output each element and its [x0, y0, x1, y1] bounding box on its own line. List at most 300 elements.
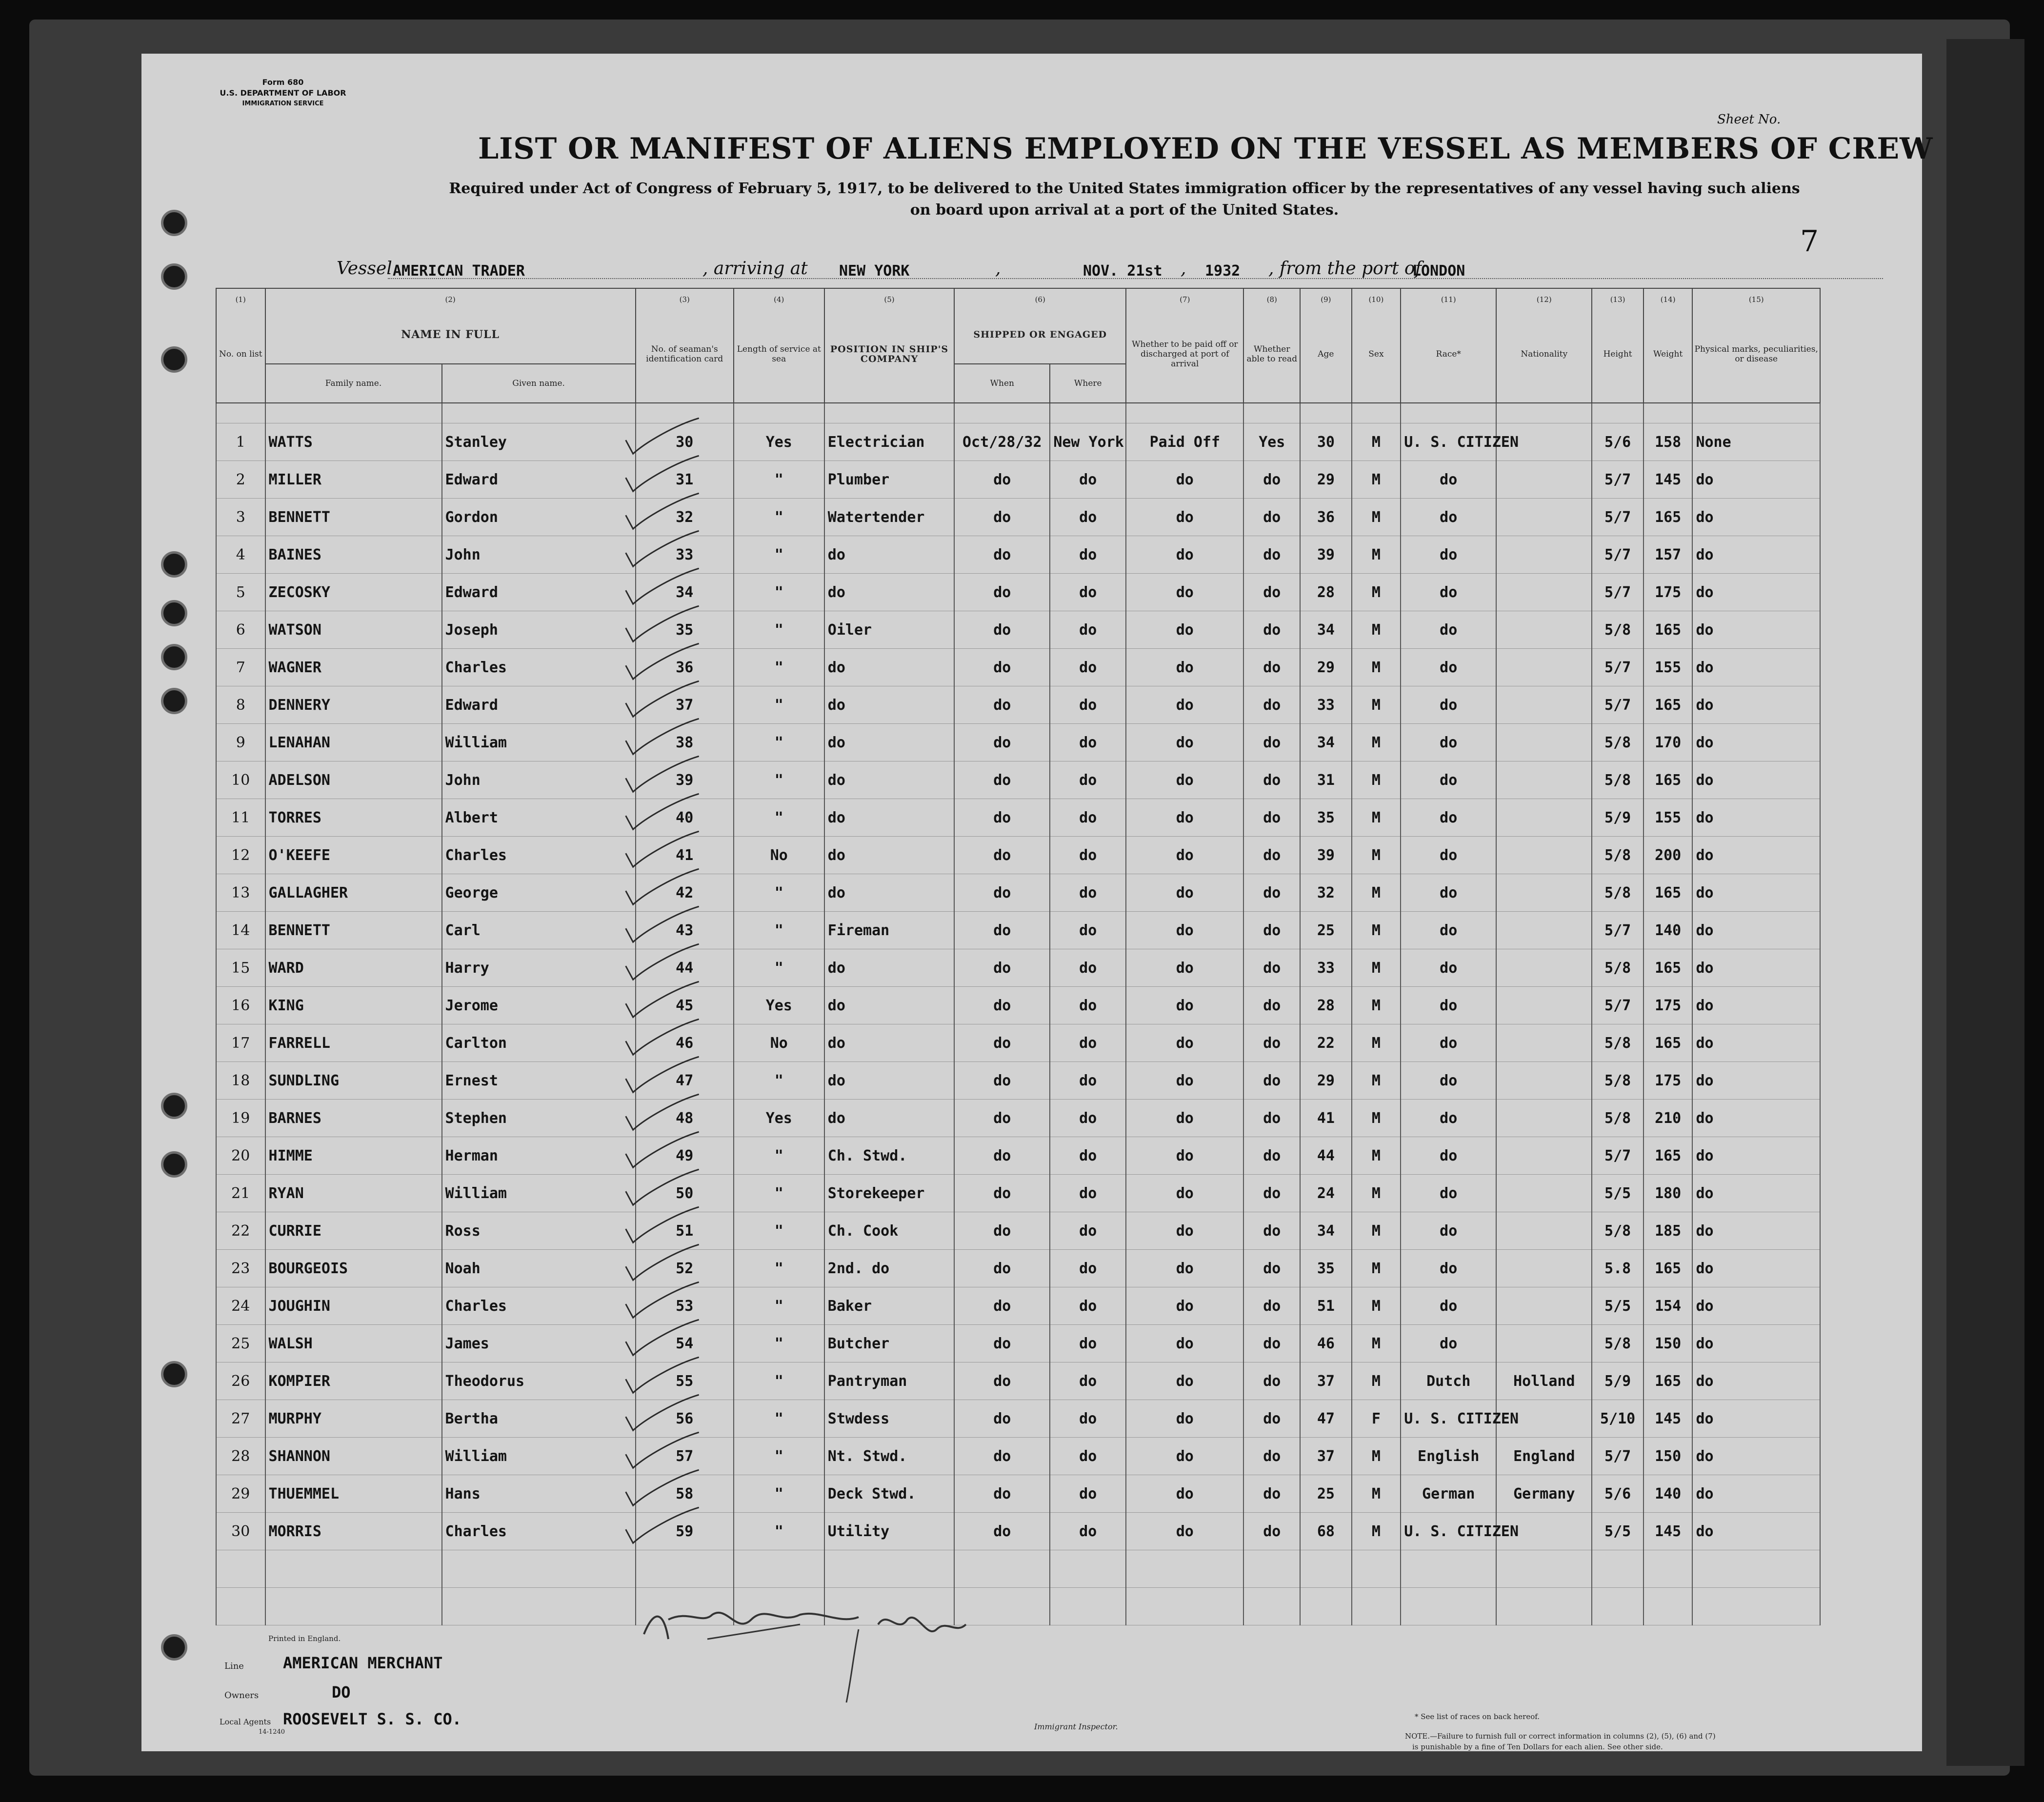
shipped-when-cell: do — [954, 1137, 1050, 1175]
empty-cell — [1243, 1588, 1300, 1625]
id-card-cell: 53 — [636, 1287, 734, 1325]
weight-cell: 165 — [1643, 949, 1693, 987]
shipped-when-cell: do — [954, 949, 1050, 987]
row-number: 7 — [216, 649, 265, 686]
weight-cell: 150 — [1643, 1438, 1693, 1475]
weight-cell: 154 — [1643, 1287, 1693, 1325]
nationality-cell — [1496, 912, 1592, 949]
able-read-cell: do — [1243, 837, 1300, 874]
given-name-cell: Edward — [442, 461, 636, 499]
height-cell: 5/7 — [1592, 912, 1643, 949]
row-number: 23 — [216, 1250, 265, 1287]
shipped-when-cell: do — [954, 724, 1050, 761]
weight-cell: 165 — [1643, 761, 1693, 799]
position-cell: do — [824, 649, 954, 686]
col-number: (4) — [734, 288, 824, 305]
row-number: 3 — [216, 499, 265, 536]
id-card-cell: 59 — [636, 1513, 734, 1550]
height-cell: 5/5 — [1592, 1513, 1643, 1550]
physical-marks-cell: do — [1692, 1287, 1820, 1325]
physical-marks-cell: do — [1692, 987, 1820, 1024]
paid-off-cell: do — [1126, 1250, 1243, 1287]
able-read-cell: do — [1243, 686, 1300, 724]
physical-marks-cell: do — [1692, 1362, 1820, 1400]
paid-off-cell: do — [1126, 499, 1243, 536]
row-number: 19 — [216, 1100, 265, 1137]
race-cell: do — [1401, 1024, 1496, 1062]
family-name-cell: WAGNER — [265, 649, 442, 686]
table-row — [216, 799, 1820, 837]
physical-marks-cell: do — [1692, 1475, 1820, 1513]
height-cell: 5/8 — [1592, 611, 1643, 649]
weight-cell: 200 — [1643, 837, 1693, 874]
id-card-cell: 34 — [636, 574, 734, 611]
sex-cell: M — [1352, 536, 1401, 574]
shipped-where-cell: do — [1050, 987, 1126, 1024]
given-name-cell: Ernest — [442, 1062, 636, 1100]
height-cell: 5/5 — [1592, 1175, 1643, 1212]
agents-value: ROOSEVELT S. S. CO. — [283, 1710, 462, 1728]
age-cell: 29 — [1300, 1062, 1352, 1100]
family-name-cell: KOMPIER — [265, 1362, 442, 1400]
from-port-label: , from the port of — [1268, 259, 1422, 279]
punch-hole — [161, 210, 187, 236]
race-cell: Dutch — [1401, 1362, 1496, 1400]
service-length-cell: " — [734, 649, 824, 686]
service-length-cell: " — [734, 761, 824, 799]
service-length-cell: Yes — [734, 423, 824, 461]
able-read-cell: do — [1243, 1400, 1300, 1438]
id-card-cell: 37 — [636, 686, 734, 724]
sex-cell: M — [1352, 1100, 1401, 1137]
nationality-cell — [1496, 987, 1592, 1024]
shipped-when-cell: do — [954, 611, 1050, 649]
shipped-where-cell: do — [1050, 799, 1126, 837]
sex-cell: M — [1352, 837, 1401, 874]
row-number: 6 — [216, 611, 265, 649]
row-number: 18 — [216, 1062, 265, 1100]
id-card-cell: 30 — [636, 423, 734, 461]
nationality-cell — [1496, 874, 1592, 912]
header-where: Where — [1050, 364, 1126, 403]
race-cell: U. S. CITIZEN — [1401, 1513, 1496, 1550]
weight-cell: 210 — [1643, 1100, 1693, 1137]
paid-off-cell: do — [1126, 1513, 1243, 1550]
punch-hole — [161, 600, 187, 626]
col-number: (13) — [1592, 288, 1643, 305]
id-card-cell: 57 — [636, 1438, 734, 1475]
empty-cell — [1643, 1550, 1693, 1588]
given-name-cell: James — [442, 1325, 636, 1362]
race-cell: do — [1401, 949, 1496, 987]
paid-off-cell: do — [1126, 724, 1243, 761]
id-card-cell: 41 — [636, 837, 734, 874]
family-name-cell: DENNERY — [265, 686, 442, 724]
shipped-where-cell: do — [1050, 1175, 1126, 1212]
height-cell: 5/7 — [1592, 1438, 1643, 1475]
family-name-cell: TORRES — [265, 799, 442, 837]
height-cell: 5/8 — [1592, 1062, 1643, 1100]
age-cell: 34 — [1300, 1212, 1352, 1250]
given-name-cell: Edward — [442, 574, 636, 611]
shipped-where-cell: do — [1050, 837, 1126, 874]
physical-marks-cell: do — [1692, 1212, 1820, 1250]
table-row — [216, 1100, 1820, 1137]
weight-cell: 155 — [1643, 799, 1693, 837]
physical-marks-cell: do — [1692, 574, 1820, 611]
age-cell: 68 — [1300, 1513, 1352, 1550]
race-cell: do — [1401, 1062, 1496, 1100]
physical-marks-cell: do — [1692, 837, 1820, 874]
given-name-cell: Carl — [442, 912, 636, 949]
empty-cell — [954, 1550, 1050, 1588]
row-number: 2 — [216, 461, 265, 499]
empty-cell — [1126, 1588, 1243, 1625]
fine-note-line-2: is punishable by a fine of Ten Dollars for each alien. See other side. — [1412, 1742, 1663, 1751]
service-length-cell: Yes — [734, 1100, 824, 1137]
service-length-cell: " — [734, 1475, 824, 1513]
sex-cell: M — [1352, 1513, 1401, 1550]
height-cell: 5/5 — [1592, 1287, 1643, 1325]
shipped-when-cell: do — [954, 574, 1050, 611]
shipped-when-cell: do — [954, 1175, 1050, 1212]
position-cell: do — [824, 1062, 954, 1100]
family-name-cell: BENNETT — [265, 499, 442, 536]
able-read-cell: do — [1243, 1475, 1300, 1513]
shipped-when-cell: do — [954, 1400, 1050, 1438]
age-cell: 51 — [1300, 1287, 1352, 1325]
empty-cell — [216, 1588, 265, 1625]
paid-off-cell: do — [1126, 611, 1243, 649]
able-read-cell: do — [1243, 724, 1300, 761]
empty-cell — [1050, 1550, 1126, 1588]
age-cell: 22 — [1300, 1024, 1352, 1062]
vessel-name: AMERICAN TRADER — [393, 262, 525, 280]
sex-cell: M — [1352, 649, 1401, 686]
height-cell: 5/8 — [1592, 874, 1643, 912]
given-name-cell: William — [442, 1175, 636, 1212]
given-name-cell: Albert — [442, 799, 636, 837]
nationality-cell: Germany — [1496, 1475, 1592, 1513]
handwritten-signature — [634, 1590, 976, 1659]
table-row — [216, 686, 1820, 724]
height-cell: 5/8 — [1592, 1325, 1643, 1362]
age-cell: 30 — [1300, 423, 1352, 461]
shipped-when-cell: do — [954, 499, 1050, 536]
family-name-cell: ZECOSKY — [265, 574, 442, 611]
age-cell: 31 — [1300, 761, 1352, 799]
header-race: Race* — [1401, 305, 1496, 403]
family-name-cell: WATTS — [265, 423, 442, 461]
row-number: 16 — [216, 987, 265, 1024]
nationality-cell — [1496, 799, 1592, 837]
col-number: (11) — [1401, 288, 1496, 305]
sex-cell: M — [1352, 949, 1401, 987]
shipped-where-cell: do — [1050, 1438, 1126, 1475]
owners-value: DO — [332, 1683, 351, 1702]
weight-cell: 150 — [1643, 1325, 1693, 1362]
table-row — [216, 574, 1820, 611]
col-number: (10) — [1352, 288, 1401, 305]
shipped-where-cell: New York — [1050, 423, 1126, 461]
shipped-when-cell: do — [954, 1250, 1050, 1287]
race-cell: U. S. CITIZEN — [1401, 1400, 1496, 1438]
position-cell: Watertender — [824, 499, 954, 536]
header-paid-off: Whether to be paid off or discharged at port of arrival — [1126, 305, 1243, 403]
age-cell: 28 — [1300, 987, 1352, 1024]
age-cell: 36 — [1300, 499, 1352, 536]
family-name-cell: HIMME — [265, 1137, 442, 1175]
race-cell: do — [1401, 1100, 1496, 1137]
owners-label: Owners — [224, 1690, 259, 1701]
service-length-cell: " — [734, 1287, 824, 1325]
id-card-cell: 31 — [636, 461, 734, 499]
table-row — [216, 1212, 1820, 1250]
race-cell: do — [1401, 837, 1496, 874]
race-cell: U. S. CITIZEN — [1401, 423, 1496, 461]
shipped-where-cell: do — [1050, 1062, 1126, 1100]
header-no-on-list: No. on list — [216, 305, 265, 403]
race-cell: do — [1401, 686, 1496, 724]
able-read-cell: do — [1243, 799, 1300, 837]
row-number: 12 — [216, 837, 265, 874]
family-name-cell: THUEMMEL — [265, 1475, 442, 1513]
physical-marks-cell: do — [1692, 1100, 1820, 1137]
col-number: (1) — [216, 288, 265, 305]
table-row — [216, 949, 1820, 987]
comma-mark: , — [1181, 259, 1186, 279]
weight-cell: 155 — [1643, 649, 1693, 686]
position-cell: do — [824, 987, 954, 1024]
punch-hole — [161, 1151, 187, 1178]
paid-off-cell: do — [1126, 1362, 1243, 1400]
header-row-1 — [216, 305, 1820, 364]
given-name-cell: Edward — [442, 686, 636, 724]
id-card-cell: 50 — [636, 1175, 734, 1212]
nationality-cell — [1496, 1325, 1592, 1362]
subtitle-line-2: on board upon arrival at a port of the United States. — [910, 201, 1339, 219]
able-read-cell: do — [1243, 874, 1300, 912]
race-cell: do — [1401, 874, 1496, 912]
sex-cell: M — [1352, 799, 1401, 837]
table-row — [216, 423, 1820, 461]
height-cell: 5/8 — [1592, 1212, 1643, 1250]
paid-off-cell: do — [1126, 536, 1243, 574]
given-name-cell: John — [442, 761, 636, 799]
physical-marks-cell: do — [1692, 499, 1820, 536]
table-row — [216, 649, 1820, 686]
vessel-label: Vessel — [337, 259, 392, 279]
height-cell: 5/7 — [1592, 574, 1643, 611]
position-cell: Storekeeper — [824, 1175, 954, 1212]
voyage-line — [141, 259, 1922, 288]
age-cell: 28 — [1300, 574, 1352, 611]
row-number: 11 — [216, 799, 265, 837]
shipped-when-cell: do — [954, 649, 1050, 686]
service-length-cell: No — [734, 1024, 824, 1062]
id-card-cell: 39 — [636, 761, 734, 799]
height-cell: 5.8 — [1592, 1250, 1643, 1287]
age-cell: 37 — [1300, 1362, 1352, 1400]
family-name-cell: WARD — [265, 949, 442, 987]
family-name-cell: JOUGHIN — [265, 1287, 442, 1325]
header-able-read: Whether able to read — [1243, 305, 1300, 403]
position-cell: do — [824, 837, 954, 874]
height-cell: 5/7 — [1592, 686, 1643, 724]
sex-cell: M — [1352, 611, 1401, 649]
shipped-where-cell: do — [1050, 649, 1126, 686]
age-cell: 47 — [1300, 1400, 1352, 1438]
position-cell: do — [824, 536, 954, 574]
row-number: 9 — [216, 724, 265, 761]
shipped-when-cell: do — [954, 799, 1050, 837]
nationality-cell — [1496, 1250, 1592, 1287]
punch-hole — [161, 1634, 187, 1661]
service-length-cell: " — [734, 1438, 824, 1475]
shipped-where-cell: do — [1050, 574, 1126, 611]
paid-off-cell: do — [1126, 874, 1243, 912]
height-cell: 5/8 — [1592, 949, 1643, 987]
empty-cell — [265, 1588, 442, 1625]
age-cell: 41 — [1300, 1100, 1352, 1137]
empty-cell — [1352, 1550, 1401, 1588]
able-read-cell: do — [1243, 1137, 1300, 1175]
height-cell: 5/9 — [1592, 1362, 1643, 1400]
given-name-cell: Charles — [442, 649, 636, 686]
nationality-cell — [1496, 686, 1592, 724]
service-length-cell: " — [734, 499, 824, 536]
row-number: 4 — [216, 536, 265, 574]
weight-cell: 165 — [1643, 1137, 1693, 1175]
empty-cell — [1352, 1588, 1401, 1625]
physical-marks-cell: do — [1692, 686, 1820, 724]
row-number: 1 — [216, 423, 265, 461]
service-length-cell: " — [734, 1212, 824, 1250]
physical-marks-cell: do — [1692, 1325, 1820, 1362]
empty-row — [216, 1588, 1820, 1625]
family-name-cell: MORRIS — [265, 1513, 442, 1550]
position-cell: Electrician — [824, 423, 954, 461]
agents-code: 14-1240 — [259, 1728, 285, 1736]
able-read-cell: do — [1243, 499, 1300, 536]
paid-off-cell: do — [1126, 1400, 1243, 1438]
row-number: 22 — [216, 1212, 265, 1250]
shipped-when-cell: do — [954, 1362, 1050, 1400]
table-row — [216, 987, 1820, 1024]
family-name-cell: ADELSON — [265, 761, 442, 799]
table-row — [216, 1325, 1820, 1362]
row-number: 25 — [216, 1325, 265, 1362]
header-name-in-full: NAME IN FULL — [265, 305, 636, 364]
table-row — [216, 1438, 1820, 1475]
race-cell: do — [1401, 1175, 1496, 1212]
sex-cell: M — [1352, 1475, 1401, 1513]
form-number: Form 680 — [262, 78, 304, 87]
nationality-cell — [1496, 1100, 1592, 1137]
age-cell: 39 — [1300, 837, 1352, 874]
shipped-when-cell: do — [954, 837, 1050, 874]
race-cell: do — [1401, 1325, 1496, 1362]
nationality-cell — [1496, 649, 1592, 686]
nationality-cell — [1496, 1175, 1592, 1212]
shipped-where-cell: do — [1050, 611, 1126, 649]
table-row — [216, 837, 1820, 874]
race-cell: do — [1401, 1287, 1496, 1325]
row-number: 10 — [216, 761, 265, 799]
shipped-where-cell: do — [1050, 1400, 1126, 1438]
id-card-cell: 58 — [636, 1475, 734, 1513]
nationality-cell: England — [1496, 1438, 1592, 1475]
age-cell: 35 — [1300, 1250, 1352, 1287]
given-name-cell: Charles — [442, 837, 636, 874]
position-cell: Nt. Stwd. — [824, 1438, 954, 1475]
table-row — [216, 1250, 1820, 1287]
empty-row — [216, 1550, 1820, 1588]
empty-cell — [1692, 1588, 1820, 1625]
shipped-when-cell: do — [954, 1513, 1050, 1550]
subtitle-line-1: Required under Act of Congress of February 5, 1917, to be delivered to the United States immigration officer by the representatives of any vessel having such aliens — [449, 180, 1800, 197]
service-length-cell: " — [734, 1362, 824, 1400]
sex-cell: F — [1352, 1400, 1401, 1438]
weight-cell: 158 — [1643, 423, 1693, 461]
service-length-cell: " — [734, 611, 824, 649]
shipped-where-cell: do — [1050, 1362, 1126, 1400]
empty-cell — [1692, 1550, 1820, 1588]
service-length-cell: No — [734, 837, 824, 874]
shipped-when-cell: do — [954, 912, 1050, 949]
weight-cell: 170 — [1643, 724, 1693, 761]
empty-cell — [1592, 1550, 1643, 1588]
id-card-cell: 49 — [636, 1137, 734, 1175]
family-name-cell: BENNETT — [265, 912, 442, 949]
physical-marks-cell: do — [1692, 1062, 1820, 1100]
shipped-where-cell: do — [1050, 1137, 1126, 1175]
age-cell: 37 — [1300, 1438, 1352, 1475]
empty-cell — [1401, 1550, 1496, 1588]
table-row — [216, 461, 1820, 499]
service-length-cell: " — [734, 1137, 824, 1175]
table-row — [216, 1024, 1820, 1062]
empty-cell — [442, 1588, 636, 1625]
shipped-when-cell: do — [954, 761, 1050, 799]
weight-cell: 165 — [1643, 686, 1693, 724]
sex-cell: M — [1352, 423, 1401, 461]
position-cell: Butcher — [824, 1325, 954, 1362]
given-name-cell: Hans — [442, 1475, 636, 1513]
position-cell: Deck Stwd. — [824, 1475, 954, 1513]
height-cell: 5/8 — [1592, 761, 1643, 799]
family-name-cell: WALSH — [265, 1325, 442, 1362]
physical-marks-cell: do — [1692, 1400, 1820, 1438]
family-name-cell: SHANNON — [265, 1438, 442, 1475]
service-length-cell: " — [734, 724, 824, 761]
physical-marks-cell: do — [1692, 1250, 1820, 1287]
paid-off-cell: do — [1126, 1212, 1243, 1250]
able-read-cell: do — [1243, 611, 1300, 649]
shipped-when-cell: do — [954, 1287, 1050, 1325]
id-card-cell: 33 — [636, 536, 734, 574]
shipped-where-cell: do — [1050, 1287, 1126, 1325]
row-number: 15 — [216, 949, 265, 987]
shipped-where-cell: do — [1050, 461, 1126, 499]
sheet-number-label: Sheet No. — [1717, 112, 1781, 127]
comma-mark: , — [995, 259, 1001, 279]
weight-cell: 180 — [1643, 1175, 1693, 1212]
race-cell: English — [1401, 1438, 1496, 1475]
sex-cell: M — [1352, 1287, 1401, 1325]
department-name: U.S. DEPARTMENT OF LABOR — [220, 88, 346, 98]
position-cell: Plumber — [824, 461, 954, 499]
